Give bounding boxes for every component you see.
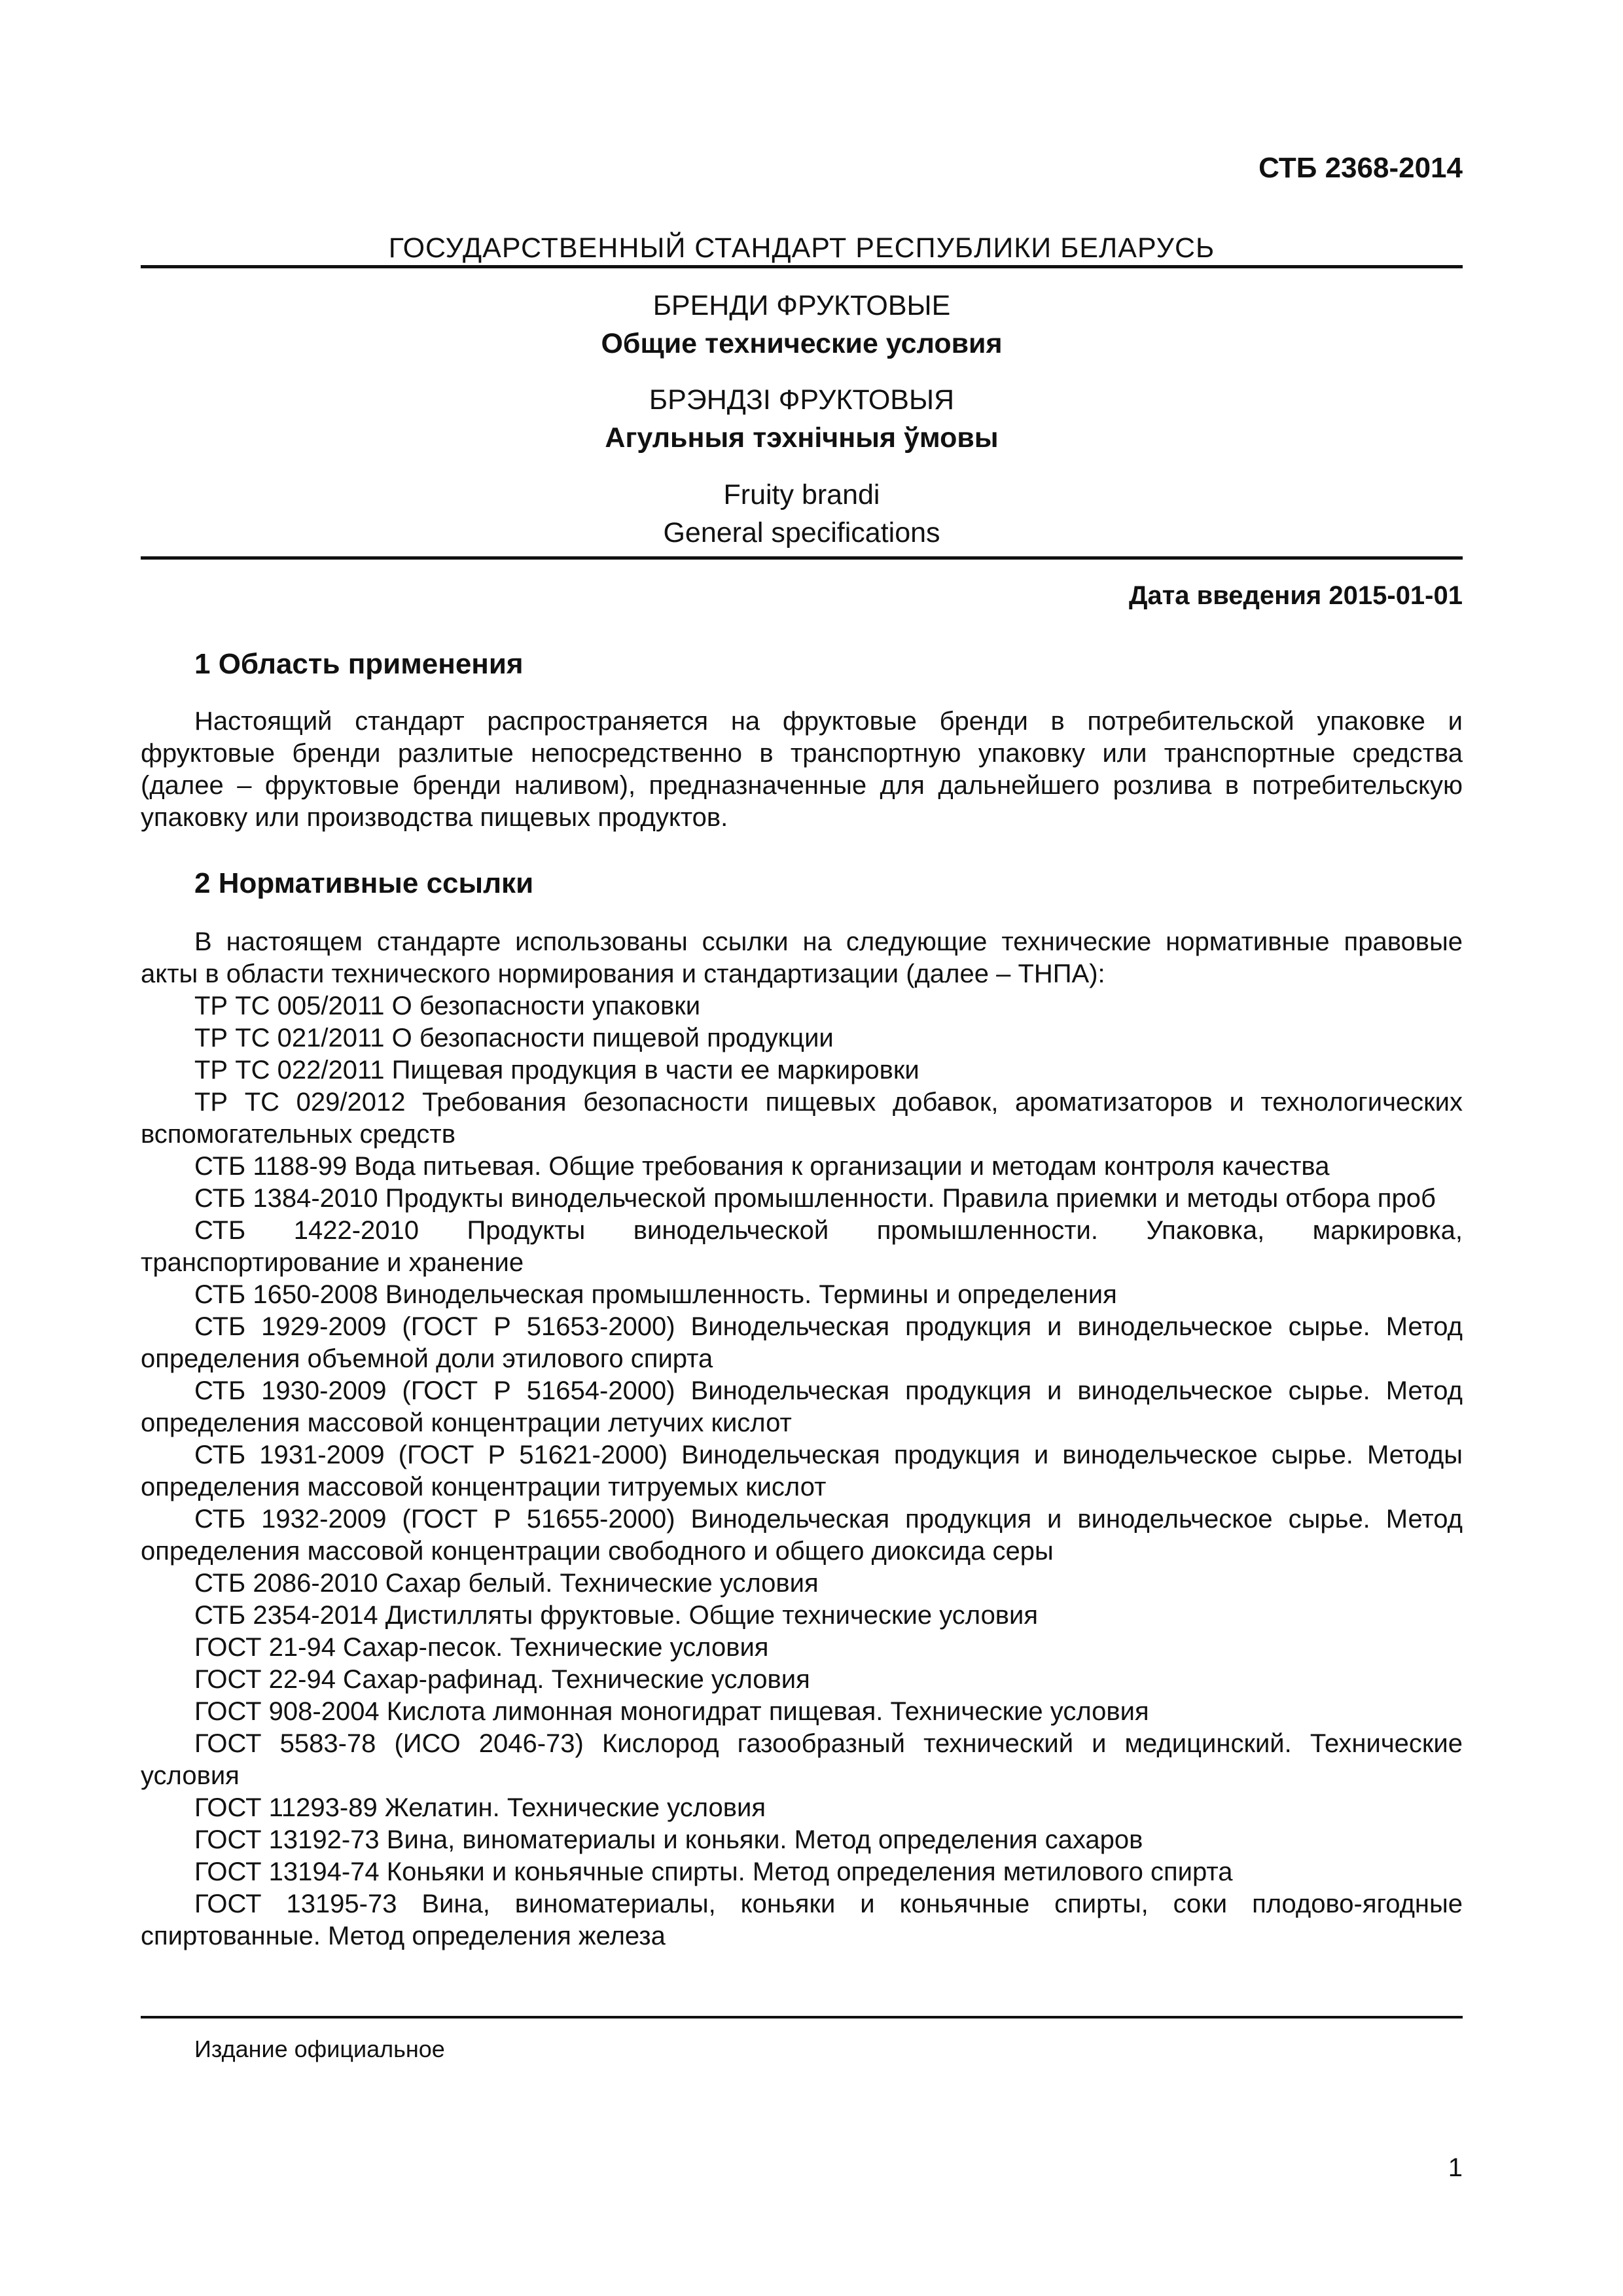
reference-item: ГОСТ 21-94 Сахар-песок. Технические условия <box>194 1633 769 1662</box>
title-by-sub: Агульныя тэхнічныя ўмовы <box>605 422 999 454</box>
reference-item: ГОСТ 908-2004 Кислота лимонная моногидрат пищевая. Технические условия <box>194 1697 1149 1726</box>
reference-item: ГОСТ 13194-74 Коньяки и коньячные спирты. Метод определения метилового спирта <box>194 1857 1233 1886</box>
reference-item: СТБ 2086-2010 Сахар белый. Технические условия <box>194 1569 819 1598</box>
reference-item: СТБ 2354-2014 Дистилляты фруктовые. Общие технические условия <box>194 1601 1039 1630</box>
reference-item: СТБ 1930-2009 (ГОСТ Р 51654-2000) Винодельческая продукция и винодельческое сырье. Метод определения массовой концентрации летучих кислот <box>141 1376 1463 1437</box>
page-number: 1 <box>1448 2153 1463 2182</box>
section-2-intro: В настоящем стандарте использованы ссылки на следующие технические нормативные правовые акты в области технического нормирования и стандартизации (далее – ТНПА): <box>141 927 1463 988</box>
reference-item: СТБ 1929-2009 (ГОСТ Р 51653-2000) Винодельческая продукция и винодельческое сырье. Метод определения объемной доли этилового спирта <box>141 1312 1463 1373</box>
title-by <box>141 381 1463 457</box>
introduction-date: Дата введения 2015-01-01 <box>1128 581 1463 610</box>
reference-item: ГОСТ 13192-73 Вина, виноматериалы и коньяки. Метод определения сахаров <box>194 1825 1143 1854</box>
reference-item: СТБ 1932-2009 (ГОСТ Р 51655-2000) Винодельческая продукция и винодельческое сырье. Метод определения массовой концентрации свободного и общего диоксида серы <box>141 1505 1463 1566</box>
reference-item: ГОСТ 5583-78 (ИСО 2046-73) Кислород газообразный технический и медицинский. Технические условия <box>141 1729 1463 1790</box>
section-1-paragraph: Настоящий стандарт распространяется на фруктовые бренди в потребительской упаковке и фруктовые бренди разлитые непосредственно в транспортную упаковку или транспортные средства (далее – фруктовые бренди наливом), предназначенные для дальнейшего розлива в потребительскую упаковку или производства пищевых продуктов. <box>141 707 1463 832</box>
reference-item: ТР ТС 029/2012 Требования безопасности пищевых добавок, ароматизаторов и технологических вспомогательных средств <box>141 1088 1463 1149</box>
reference-item: СТБ 1188-99 Вода питьевая. Общие требования к организации и методам контроля качества <box>194 1152 1330 1181</box>
title-en-main: Fruity brandi <box>723 479 880 511</box>
reference-item: СТБ 1422-2010 Продукты винодельческой промышленности. Упаковка, маркировка, транспортирование и хранение <box>141 1216 1463 1277</box>
title-ru <box>141 287 1463 363</box>
title-by-main: БРЭНДЗІ ФРУКТОВЫЯ <box>649 384 955 416</box>
reference-item: СТБ 1931-2009 (ГОСТ Р 51621-2000) Винодельческая продукция и винодельческое сырье. Методы определения массовой концентрации титруемых кислот <box>141 1441 1463 1501</box>
section-2-body <box>141 926 1463 1952</box>
section-2-heading: 2 Нормативные ссылки <box>194 867 534 899</box>
title-en-sub: General specifications <box>663 517 940 548</box>
title-en <box>141 476 1463 552</box>
section-1-heading: 1 Область применения <box>194 648 524 680</box>
reference-item: ГОСТ 11293-89 Желатин. Технические условия <box>194 1793 766 1822</box>
reference-item: ТР ТС 005/2011 О безопасности упаковки <box>194 992 701 1020</box>
reference-item: ТР ТС 022/2011 Пищевая продукция в части ее маркировки <box>194 1056 919 1085</box>
top-rule <box>141 265 1463 268</box>
section-1-body <box>141 706 1463 834</box>
title-bottom-rule <box>141 556 1463 560</box>
reference-item: СТБ 1650-2008 Винодельческая промышленность. Термины и определения <box>194 1280 1117 1309</box>
reference-item: СТБ 1384-2010 Продукты винодельческой промышленности. Правила приемки и методы отбора проб <box>194 1184 1436 1213</box>
title-ru-main: БРЕНДИ ФРУКТОВЫЕ <box>652 290 951 321</box>
standard-type-heading: ГОСУДАРСТВЕННЫЙ СТАНДАРТ РЕСПУБЛИКИ БЕЛАРУСЬ <box>388 232 1215 264</box>
reference-item: ТР ТС 021/2011 О безопасности пищевой продукции <box>194 1024 834 1052</box>
footer-rule <box>141 2016 1463 2018</box>
reference-item: ГОСТ 22-94 Сахар-рафинад. Технические условия <box>194 1665 810 1694</box>
reference-item: ГОСТ 13195-73 Вина, виноматериалы, коньяки и коньячные спирты, соки плодово-ягодные спиртованные. Метод определения железа <box>141 1890 1463 1950</box>
edition-note: Издание официальное <box>194 2036 445 2062</box>
document-code: СТБ 2368-2014 <box>1258 152 1463 184</box>
title-ru-sub: Общие технические условия <box>601 328 1003 359</box>
